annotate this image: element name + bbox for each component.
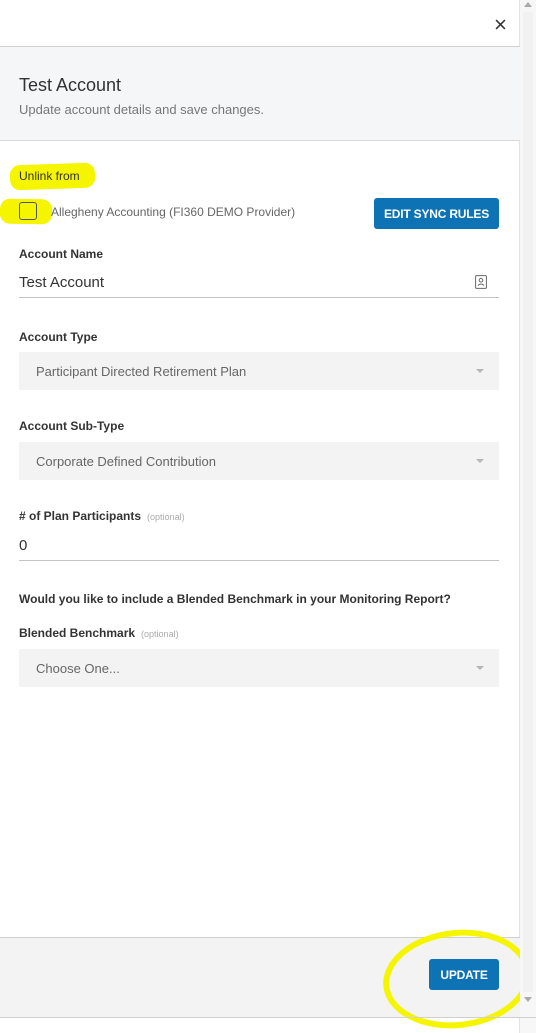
account-name-label: Account Name	[19, 247, 104, 261]
account-type-select[interactable]	[19, 352, 499, 390]
scrollbar-thumb[interactable]	[523, 12, 533, 992]
page-title: Test Account	[19, 75, 122, 95]
close-button[interactable]	[488, 12, 512, 36]
chevron-down-icon	[476, 666, 484, 670]
bottom-divider	[0, 1017, 536, 1018]
page-subtitle: Update account details and save changes.	[19, 102, 265, 117]
account-subtype-label: Account Sub-Type	[19, 419, 125, 433]
benchmark-label	[19, 626, 179, 640]
scroll-down-arrow-icon[interactable]	[524, 997, 532, 1002]
benchmark-placeholder: Choose One...	[36, 660, 120, 676]
account-subtype-value: Corporate Defined Contribution	[36, 453, 216, 469]
participants-label	[19, 509, 185, 523]
edit-sync-rules-button[interactable]: EDIT SYNC RULES	[374, 198, 499, 229]
chevron-down-icon	[476, 459, 484, 463]
update-button[interactable]: UPDATE	[429, 959, 499, 990]
participants-input[interactable]: 0	[19, 533, 499, 561]
benchmark-question: Would you like to include a Blended Benchmark in your Monitoring Report?	[19, 592, 451, 606]
contact-card-icon[interactable]	[475, 275, 487, 289]
panel-header	[0, 47, 520, 141]
benchmark-label-text: Blended Benchmark	[19, 626, 136, 640]
unlink-label: Unlink from	[19, 169, 80, 183]
provider-label: Allegheny Accounting (FI360 DEMO Provider)	[51, 205, 296, 219]
account-type-value: Participant Directed Retirement Plan	[36, 363, 247, 379]
chevron-down-icon	[476, 369, 484, 373]
account-subtype-select[interactable]	[19, 442, 499, 480]
participants-optional: (optional)	[147, 512, 185, 522]
benchmark-select[interactable]	[19, 649, 499, 687]
account-name-input[interactable]: Test Account	[19, 270, 499, 298]
benchmark-optional: (optional)	[141, 629, 179, 639]
account-type-label: Account Type	[19, 330, 98, 344]
close-icon	[495, 19, 506, 30]
participants-label-text: # of Plan Participants	[19, 509, 142, 523]
scroll-up-arrow-icon[interactable]	[524, 2, 532, 7]
unlink-checkbox[interactable]	[19, 202, 37, 220]
